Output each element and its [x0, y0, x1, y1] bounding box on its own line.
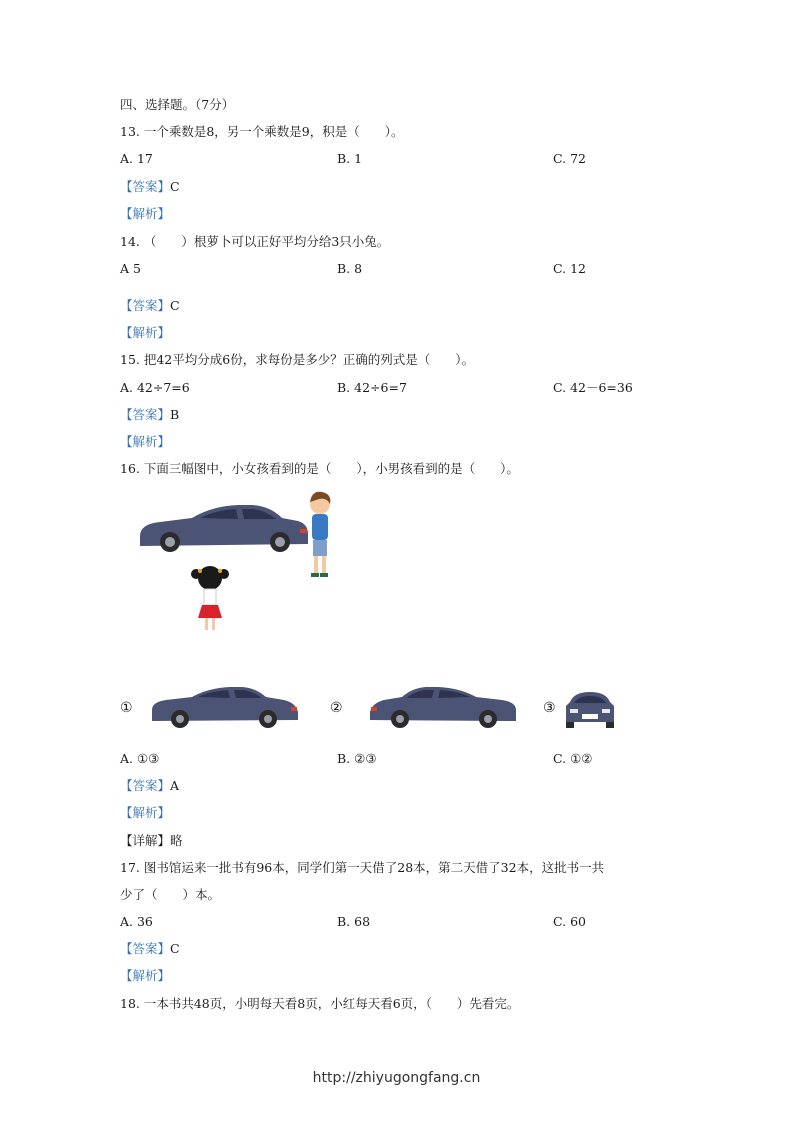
q15-answer	[120, 406, 179, 424]
view-3-car-front	[562, 688, 618, 730]
q17-option-b: B. 68	[337, 914, 371, 929]
answer-value: C	[170, 941, 180, 956]
q17-option-c: C. 60	[553, 914, 586, 929]
answer-tag: 【答案】	[120, 778, 171, 793]
q14-option-a: A 5	[120, 261, 141, 276]
answer-tag: 【答案】	[120, 407, 171, 422]
q15-analysis-tag: 【解析】	[120, 434, 171, 449]
question-16-stem: 16. 下面三幅图中，小女孩看到的是（ ），小男孩看到的是（ ）。	[120, 461, 519, 476]
view-label-1: ①	[120, 700, 133, 716]
answer-tag: 【答案】	[120, 179, 171, 194]
answer-value: B	[170, 407, 180, 422]
q13-analysis-tag: 【解析】	[120, 206, 171, 221]
q13-option-c: C. 72	[553, 151, 586, 166]
q15-option-a: A. 42÷7=6	[120, 380, 190, 395]
q15-option-c: C. 42－6=36	[553, 380, 633, 395]
q16-option-b: B. ②③	[337, 751, 377, 766]
q17-analysis-tag: 【解析】	[120, 968, 171, 983]
detail-value: 略	[170, 833, 183, 848]
scene-figure	[130, 488, 350, 638]
question-15-stem: 15. 把42平均分成6份，求每份是多少？正确的列式是（ ）。	[120, 352, 474, 367]
q16-option-a: A. ①③	[120, 751, 160, 766]
answer-value: C	[170, 179, 180, 194]
answer-value: C	[170, 298, 180, 313]
view-label-2: ②	[330, 700, 343, 716]
question-18-stem: 18. 一本书共48页，小明每天看8页，小红每天看6页，（ ）先看完。	[120, 996, 520, 1011]
boy-figure	[310, 492, 330, 577]
q14-option-c: C. 12	[553, 261, 586, 276]
view-label-3: ③	[543, 700, 556, 716]
answer-tag: 【答案】	[120, 298, 171, 313]
section-title: 四、选择题。（7分）	[120, 97, 235, 112]
q14-analysis-tag: 【解析】	[120, 325, 171, 340]
view-2-car-side-mirrored	[366, 684, 520, 730]
q14-option-b: B. 8	[337, 261, 363, 276]
car-side-view	[140, 505, 308, 552]
footer-url: http://zhiyugongfang.cn	[312, 1070, 481, 1086]
view-1-car-side	[148, 684, 302, 730]
q16-detail	[120, 832, 183, 850]
q14-answer	[120, 297, 180, 315]
question-17-stem-line-1: 17. 图书馆运来一批书有96本，同学们第一天借了28本，第二天借了32本，这批书一共	[120, 860, 605, 875]
question-14-stem: 14. （ ）根萝卜可以正好平均分给3只小兔。	[120, 234, 390, 249]
q17-option-a: A. 36	[120, 914, 153, 929]
question-13-stem: 13. 一个乘数是8，另一个乘数是9，积是（ ）。	[120, 124, 404, 139]
q13-option-b: B. 1	[337, 151, 363, 166]
answer-tag: 【答案】	[120, 941, 171, 956]
q13-option-a: A. 17	[120, 151, 153, 166]
detail-tag: 【详解】	[120, 833, 171, 848]
q16-analysis-tag: 【解析】	[120, 805, 171, 820]
q16-answer	[120, 777, 179, 795]
q15-option-b: B. 42÷6=7	[337, 380, 407, 395]
q16-option-c: C. ①②	[553, 751, 593, 766]
q13-answer	[120, 178, 180, 196]
answer-value: A	[170, 778, 180, 793]
girl-figure	[191, 566, 229, 630]
q17-answer	[120, 940, 180, 958]
question-17-stem-line-2: 少了（ ）本。	[120, 887, 221, 902]
